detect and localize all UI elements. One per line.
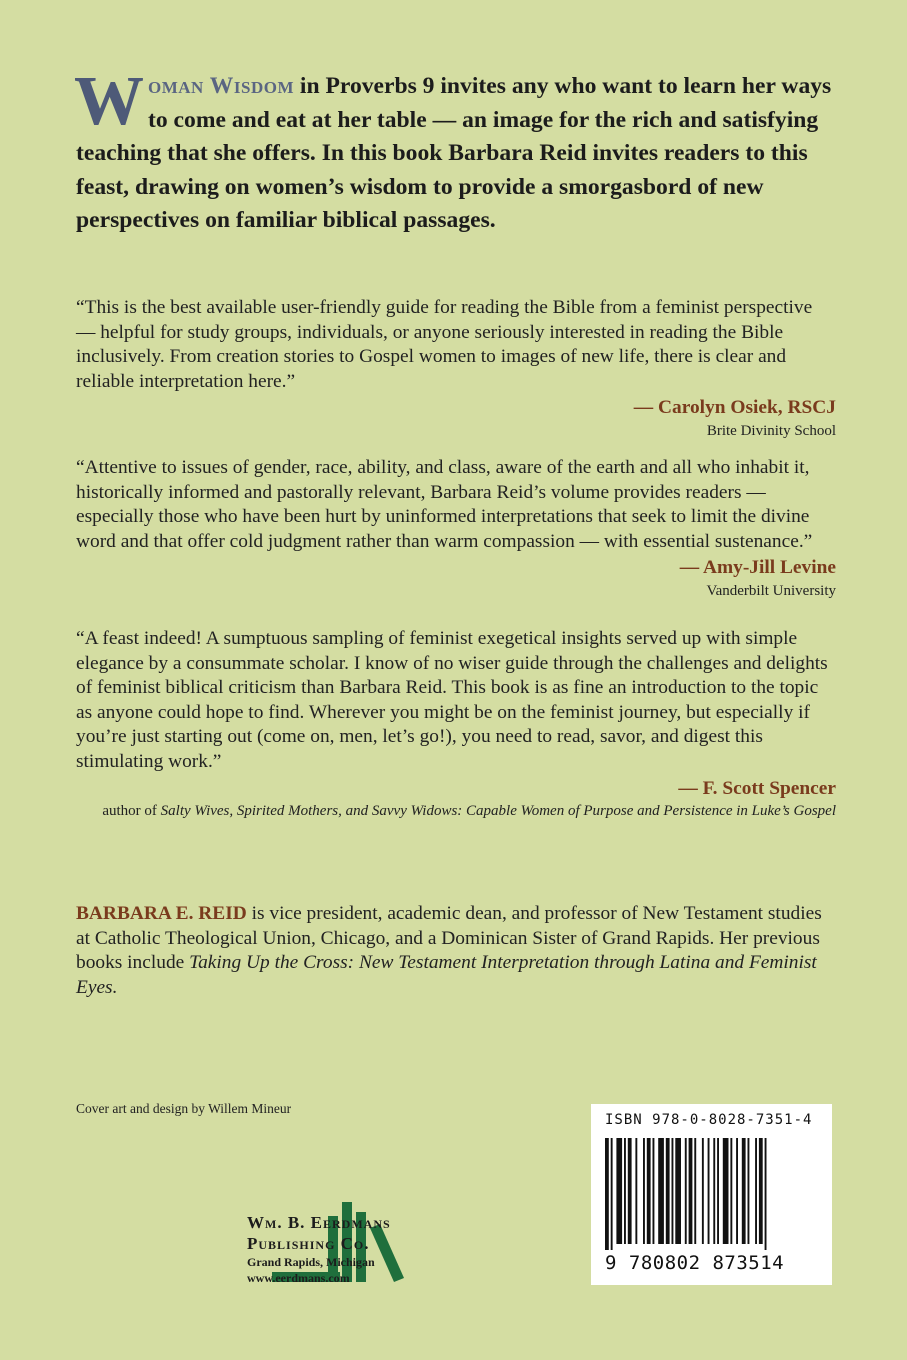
endorser-name: — Carolyn Osiek, RSCJ	[633, 397, 836, 419]
barcode-bar	[694, 1138, 696, 1244]
barcode-bar	[708, 1138, 710, 1244]
endorsement-attribution	[76, 556, 836, 601]
barcode-icon	[605, 1138, 819, 1250]
barcode-bar	[666, 1138, 670, 1244]
barcode-bar	[672, 1138, 674, 1244]
barcode-panel	[591, 1104, 832, 1285]
bio-text: is vice president, academic dean, and professor of New Testament studies at Catholic Theological Union, Chicago, and a Dominican Sister of Grand Rapids. Her previous books include	[76, 903, 822, 974]
barcode-bar	[736, 1138, 738, 1244]
barcode-bar	[702, 1138, 704, 1244]
affiliation-book-title: Salty Wives, Spirited Mothers, and Savvy Widows: Capable Women of Purpose and Persistence in Luke’s Gospel	[160, 803, 836, 820]
barcode-bar	[647, 1138, 651, 1244]
publisher-name-line2: Publishing Co.	[247, 1234, 370, 1253]
endorsement-attribution	[76, 396, 836, 441]
endorsement-text: “This is the best available user-friendly guide for reading the Bible from a feminist perspective — helpful for study groups, individuals, or anyone seriously interested in reading the Bible inclusively. From creation stories to Gospel women to images of new life, there is clear and reliable interpretation here.”	[76, 297, 813, 392]
author-bio	[76, 902, 836, 1000]
endorser-affiliation: Vanderbilt University	[706, 582, 836, 599]
barcode-bar	[624, 1138, 626, 1244]
affiliation-prefix: author of	[102, 803, 161, 820]
endorser-name: — Amy-Jill Levine	[679, 557, 836, 579]
cover-credit: Cover art and design by Willem Mineur	[76, 1101, 292, 1116]
barcode-bar	[765, 1138, 767, 1250]
barcode-digits: 9 780802 873514	[605, 1252, 785, 1274]
publisher-info	[247, 1212, 391, 1286]
isbn-label: ISBN 978-0-8028-7351-4	[605, 1112, 813, 1128]
barcode-bar	[723, 1138, 729, 1244]
bio-book-title: Taking Up the Cross: New Testament Interpretation through Latina and Feminist Eyes.	[76, 952, 817, 998]
barcode-bar	[730, 1138, 732, 1244]
publisher-website: www.eerdmans.com	[247, 1271, 350, 1285]
intro-lead-phrase: oman Wisdom	[148, 73, 295, 99]
endorsement-attribution	[76, 777, 836, 822]
author-name: BARBARA E. REID	[76, 903, 247, 924]
publisher-city: Grand Rapids, Michigan	[247, 1255, 375, 1269]
barcode-bar	[628, 1138, 632, 1244]
endorsement-1	[76, 296, 836, 441]
barcode-bar	[611, 1138, 613, 1250]
barcode-bar	[759, 1138, 763, 1244]
barcode-bar	[689, 1138, 693, 1244]
barcode-bar	[748, 1138, 750, 1244]
publisher-name-line1: Wm. B. Eerdmans	[247, 1213, 391, 1232]
barcode-bar	[685, 1138, 687, 1244]
endorsement-text: “Attentive to issues of gender, race, ability, and class, aware of the earth and all who inhabit it, historically informed and pastorally relevant, Barbara Reid’s volume provides readers — especially those who have been hurt by uninformed interpretations that seek to limit the divine word and that offer cold judgment rather than warm compassion — with essential sustenance.”	[76, 457, 813, 552]
barcode-bar	[635, 1138, 637, 1244]
endorser-name: — F. Scott Spencer	[678, 777, 836, 799]
endorsement-text: “A feast indeed! A sumptuous sampling of feminist exegetical insights served up with simple elegance by a consummate scholar. I know of no wiser guide through the challenges and delights of feminist biblical criticism than Barbara Reid. This book is as fine an introduction to the topic as anyone could hope to find. Wherever you might be on the feminist journey, but especially if you’re just starting out (come on, men, let’s go!), you need to read, savor, and digest this stimulating work.”	[76, 628, 828, 772]
barcode-bar	[653, 1138, 655, 1244]
barcode-bar	[717, 1138, 719, 1244]
barcode-bar	[643, 1138, 645, 1244]
drop-cap: W	[74, 63, 144, 140]
barcode-bar	[616, 1138, 622, 1244]
barcode-bar	[742, 1138, 746, 1244]
endorser-affiliation	[76, 801, 836, 821]
barcode-bar	[755, 1138, 757, 1244]
barcode-bar	[658, 1138, 664, 1244]
intro-paragraph	[74, 63, 846, 238]
intro-text: in Proverbs 9 invites any who want to learn her ways to come and eat at her table — an image for the rich and satisfying teaching that she offers. In this book Barbara Reid invites readers to this feast, drawing on women’s wisdom to provide a smorgasbord of new perspectives on familiar biblical passages.	[76, 73, 832, 234]
barcode-bar	[605, 1138, 609, 1250]
barcode-bar	[675, 1138, 681, 1244]
endorsement-2	[76, 456, 836, 601]
endorsement-3	[76, 627, 836, 821]
barcode-bar	[713, 1138, 715, 1244]
endorser-affiliation: Brite Divinity School	[706, 422, 836, 439]
